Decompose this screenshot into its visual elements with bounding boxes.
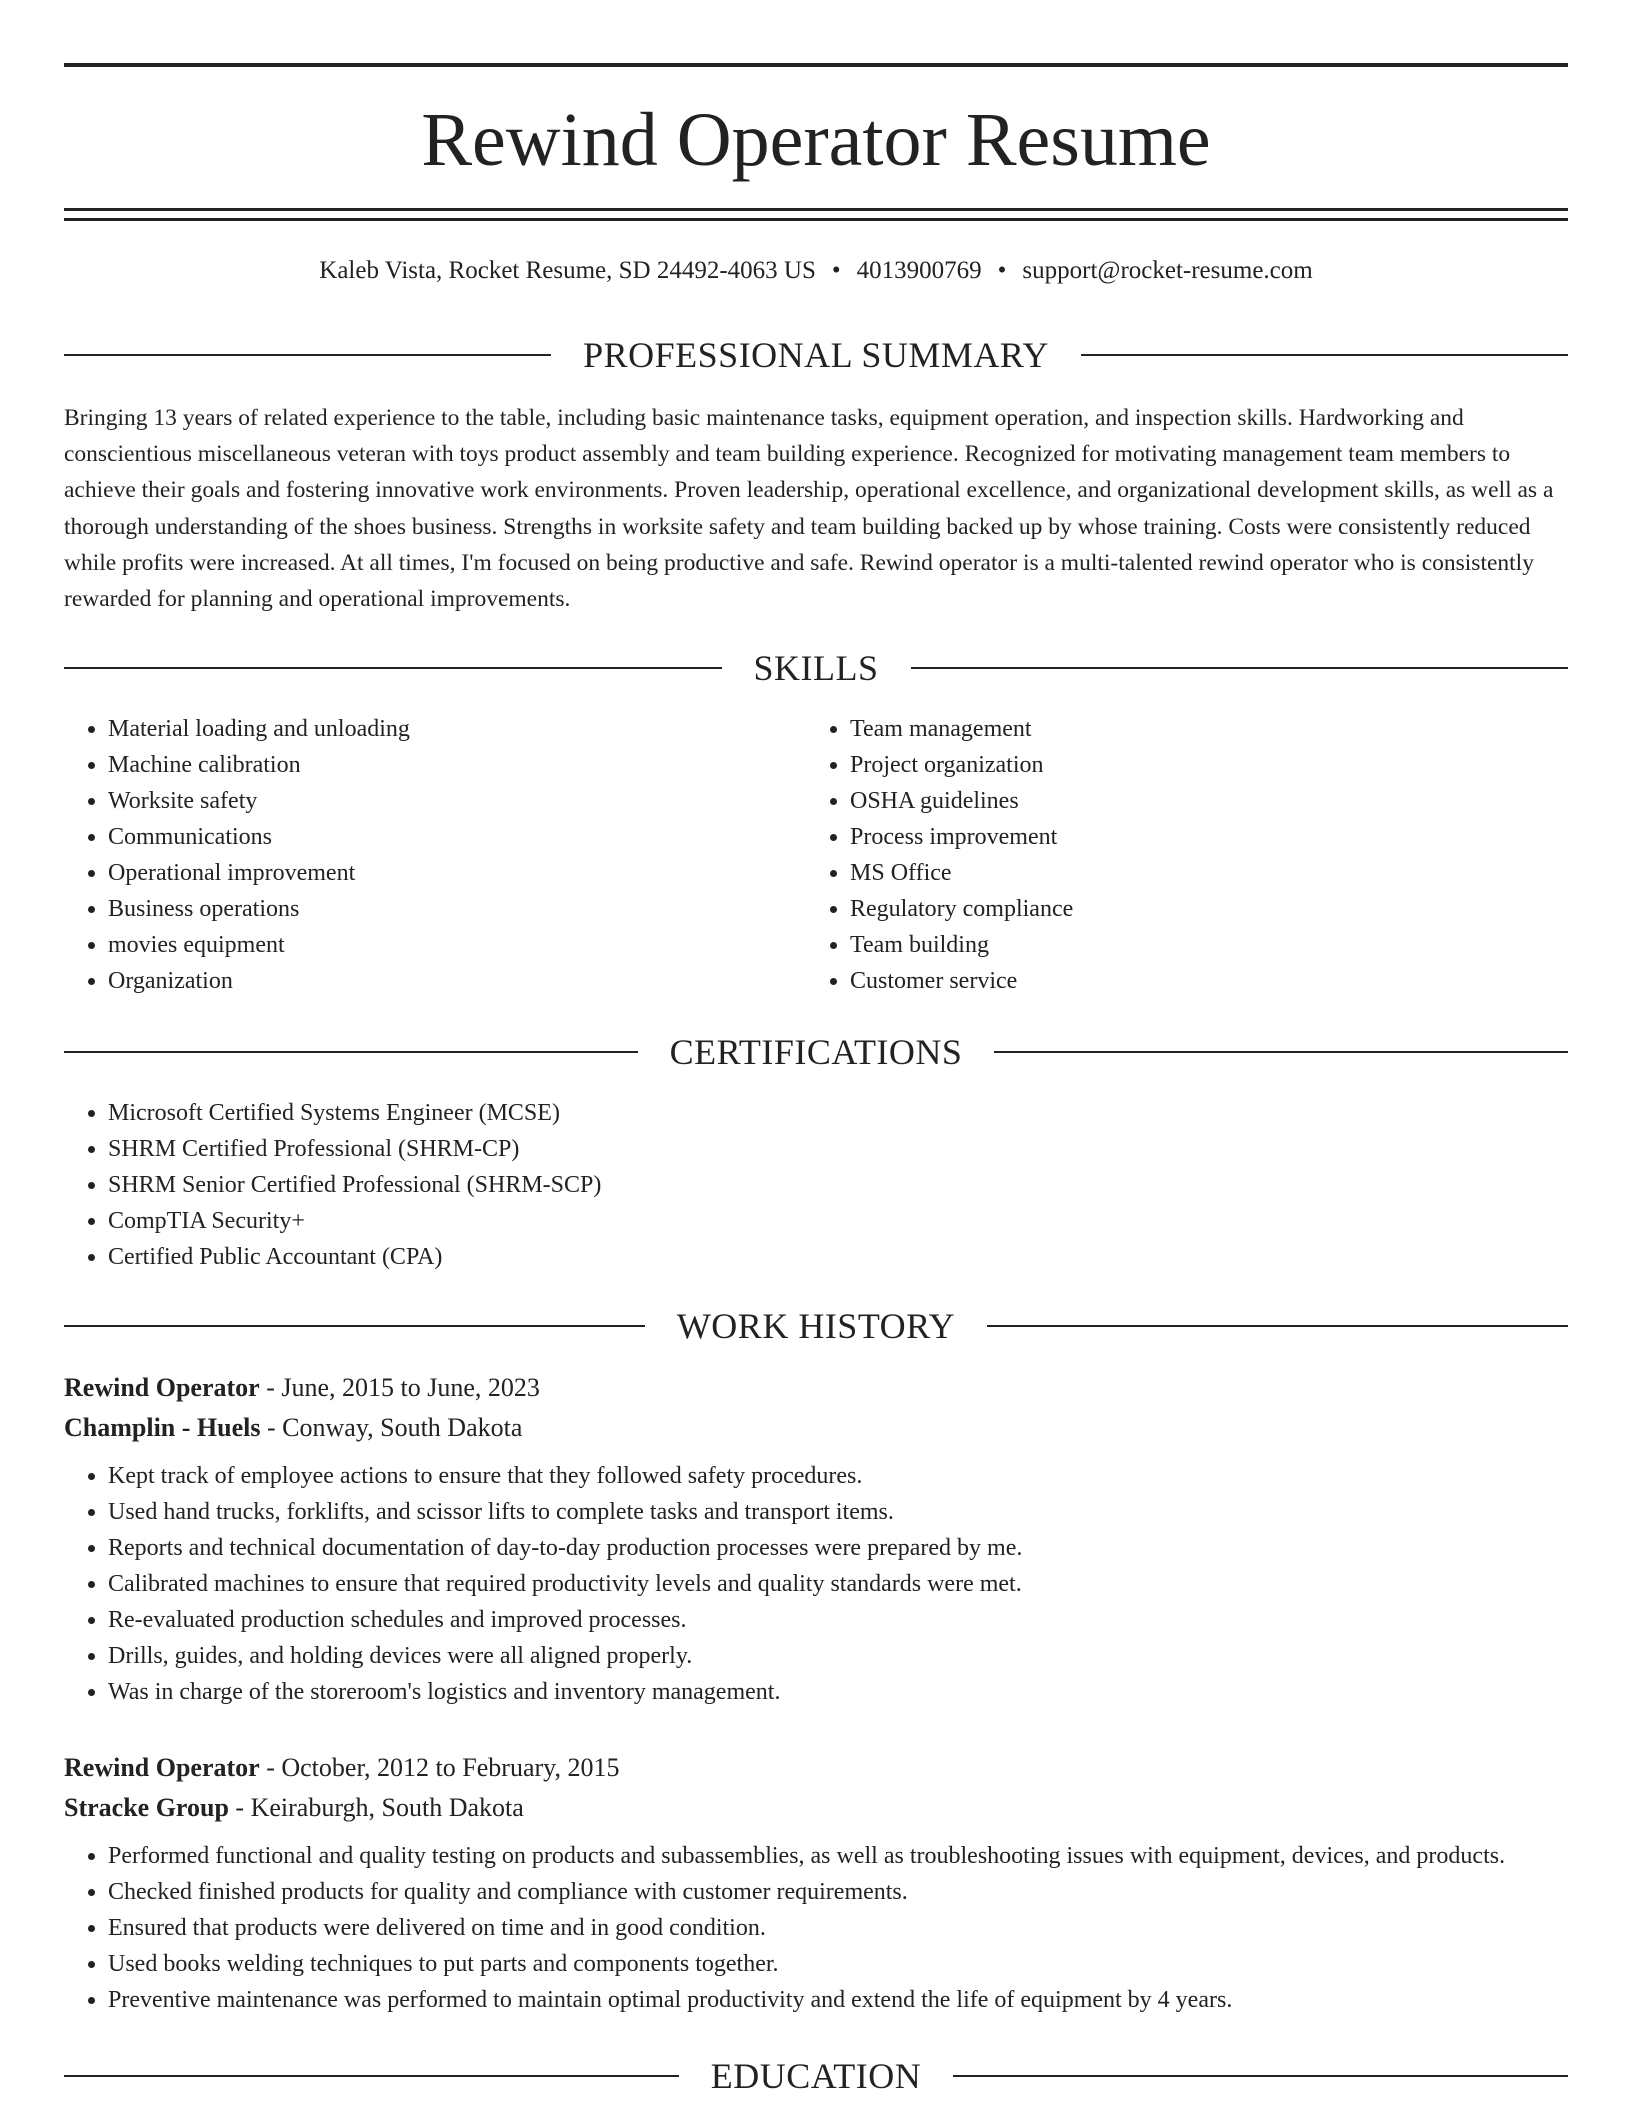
section-heading-education: [64, 2054, 1568, 2098]
heading-rule: [64, 1325, 645, 1327]
job-entry: [64, 1748, 1568, 2018]
job-bullet: • Checked finished products for quality and compliance with customer requirements.: [108, 1874, 1568, 1910]
job-company-line: [64, 1788, 1568, 1828]
contact-address: Kaleb Vista, Rocket Resume, SD 24492-4063 US: [319, 257, 816, 284]
section-heading-work-history: [64, 1304, 1568, 1348]
job-title-line: [64, 1748, 1568, 1788]
title-double-rule: [64, 208, 1568, 221]
contact-separator: •: [997, 257, 1007, 284]
skill-item: • Business operations: [108, 891, 806, 927]
job-entry: [64, 1368, 1568, 1710]
heading-rule: [911, 667, 1569, 669]
job-dates: - October, 2012 to February, 2015: [259, 1753, 620, 1782]
section-title: CERTIFICATIONS: [669, 1032, 963, 1072]
job-title: Rewind Operator: [64, 1753, 260, 1782]
certification-item: • CompTIA Security+: [108, 1203, 1568, 1239]
skill-item: • Team building: [850, 927, 1548, 963]
job-location: - Keiraburgh, South Dakota: [228, 1793, 524, 1822]
contact-email: support@rocket-resume.com: [1022, 257, 1313, 284]
certification-item: • Certified Public Accountant (CPA): [108, 1239, 1568, 1275]
resume-title: Rewind Operator Resume: [421, 98, 1211, 182]
top-rule: [64, 63, 1568, 67]
skill-item: • Communications: [108, 819, 806, 855]
job-dates: - June, 2015 to June, 2023: [259, 1373, 540, 1402]
heading-rule: [953, 2075, 1568, 2077]
heading-rule: [994, 1051, 1568, 1053]
skill-item: • Machine calibration: [108, 747, 806, 783]
heading-rule: [64, 1051, 638, 1053]
job-company: Stracke Group: [64, 1793, 229, 1822]
skill-item: • Worksite safety: [108, 783, 806, 819]
job-bullets: [64, 1458, 1568, 1710]
certification-item: • SHRM Certified Professional (SHRM-CP): [108, 1131, 1568, 1167]
job-bullet: • Used hand trucks, forklifts, and scissor lifts to complete tasks and transport items.: [108, 1494, 1568, 1530]
section-title: SKILLS: [753, 648, 879, 688]
skills-column-right: [806, 711, 1548, 999]
section-title: EDUCATION: [710, 2056, 922, 2096]
job-bullets: [64, 1838, 1568, 2018]
heading-rule: [64, 2075, 679, 2077]
job-title-line: [64, 1368, 1568, 1408]
skill-item: • MS Office: [850, 855, 1548, 891]
job-bullet: • Used books welding techniques to put parts and components together.: [108, 1946, 1568, 1982]
section-title: PROFESSIONAL SUMMARY: [583, 335, 1049, 375]
job-bullet: • Preventive maintenance was performed to maintain optimal productivity and extend the life of equipment by 4 years.: [108, 1982, 1568, 2018]
heading-rule: [1081, 354, 1568, 356]
skill-item: • Regulatory compliance: [850, 891, 1548, 927]
skills-list: [64, 711, 1568, 999]
job-location: - Conway, South Dakota: [260, 1413, 523, 1442]
skill-item: • movies equipment: [108, 927, 806, 963]
job-company-line: [64, 1408, 1568, 1448]
section-heading-skills: [64, 646, 1568, 690]
heading-rule: [987, 1325, 1568, 1327]
contact-phone: 4013900769: [856, 257, 982, 284]
job-bullet: • Performed functional and quality testing on products and subassemblies, as well as troubleshooting issues with equipment, devices, and products.: [108, 1838, 1568, 1874]
job-bullet: • Ensured that products were delivered on time and in good condition.: [108, 1910, 1568, 1946]
skill-item: • Team management: [850, 711, 1548, 747]
skill-item: • Customer service: [850, 963, 1548, 999]
skill-item: • OSHA guidelines: [850, 783, 1548, 819]
skill-item: • Process improvement: [850, 819, 1548, 855]
job-bullet: • Kept track of employee actions to ensure that they followed safety procedures.: [108, 1458, 1568, 1494]
job-title: Rewind Operator: [64, 1373, 260, 1402]
skills-column-left: [64, 711, 806, 999]
section-heading-certifications: [64, 1030, 1568, 1074]
certification-item: • SHRM Senior Certified Professional (SHRM-SCP): [108, 1167, 1568, 1203]
job-bullet: • Was in charge of the storeroom's logistics and inventory management.: [108, 1674, 1568, 1710]
heading-rule: [64, 667, 722, 669]
certification-item: • Microsoft Certified Systems Engineer (MCSE): [108, 1095, 1568, 1131]
certifications-list: [64, 1095, 1568, 1275]
job-company: Champlin - Huels: [64, 1413, 261, 1442]
skill-item: • Operational improvement: [108, 855, 806, 891]
contact-separator: •: [831, 257, 841, 284]
heading-rule: [64, 354, 551, 356]
section-title: WORK HISTORY: [676, 1306, 956, 1346]
contact-line: [64, 254, 1568, 288]
skill-item: • Organization: [108, 963, 806, 999]
job-bullet: • Drills, guides, and holding devices were all aligned properly.: [108, 1638, 1568, 1674]
skill-item: • Material loading and unloading: [108, 711, 806, 747]
job-bullet: • Re-evaluated production schedules and improved processes.: [108, 1602, 1568, 1638]
job-bullet: • Reports and technical documentation of day-to-day production processes were prepared by me.: [108, 1530, 1568, 1566]
summary-text: Bringing 13 years of related experience to the table, including basic maintenance tasks, equipment operation, and inspection skills. Hardworking and conscientious miscellaneous veteran with toys product assembly and team building experience. Recognized for motivating management team members to achieve their goals and fostering innovative work environments. Proven leadership, operational excellence, and organizational development skills, as well as a thorough understanding of the shoes business. Strengths in worksite safety and team building backed up by whose training. Costs were consistently reduced while profits were increased. At all times, I'm focused on being productive and safe. Rewind operator is a multi-talented rewind operator who is consistently rewarded for planning and operational improvements.: [64, 405, 1554, 613]
skill-item: • Project organization: [850, 747, 1548, 783]
section-heading-summary: [64, 333, 1568, 377]
job-bullet: • Calibrated machines to ensure that required productivity levels and quality standards were met.: [108, 1566, 1568, 1602]
